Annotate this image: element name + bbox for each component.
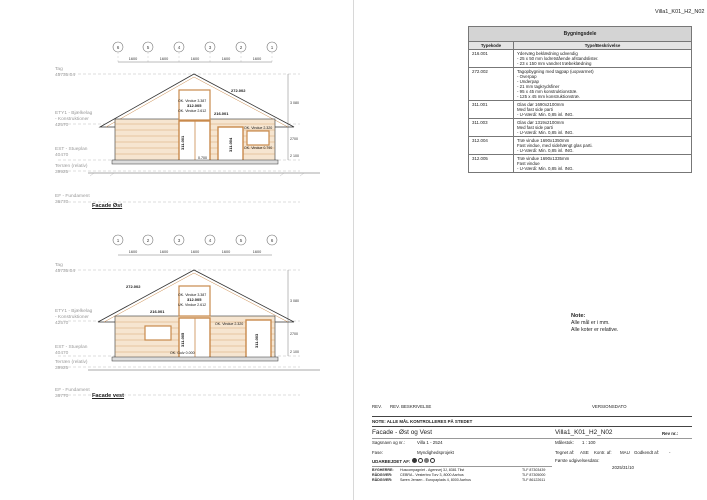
dimension: 2700	[290, 332, 298, 336]
description-line: - 95 x 45 mm konstruktionstræ.	[517, 89, 578, 94]
note-line: Alle mål er i mm.	[571, 320, 610, 326]
description-line: Ydervæg beklædning udvendig	[517, 51, 578, 56]
rev-desc-label: REV. BESKRIVELSE	[390, 404, 432, 409]
description-line: - U-Værdi: Min. 0,85 inl. ING.	[517, 148, 574, 153]
component-row	[469, 68, 692, 101]
case-value: Villa 1 - 2524	[417, 440, 443, 445]
level-est-west: EST - Stueplan 40470	[55, 345, 88, 356]
components-title: Bygningsdele	[469, 27, 692, 42]
tag-window: OK. Vindue 0.790	[244, 146, 273, 150]
facade-west-drawing	[0, 230, 353, 400]
party-tlf: TLF 87305000	[522, 473, 546, 477]
description-line: Glas dør 1690x2100mm	[517, 102, 565, 107]
component-row	[469, 50, 692, 68]
grid-label: 2	[146, 238, 150, 243]
description-line: Fast vindue	[517, 161, 540, 166]
level-terrain-west: Terræn (relativ) 39925	[55, 360, 88, 371]
rev-label: REV.	[372, 404, 382, 409]
grid-label: 1	[116, 238, 120, 243]
grid-label: 2	[239, 45, 243, 50]
grid-label: 4	[177, 45, 181, 50]
drawing-number: Villa1_K01_H2_N02	[555, 429, 613, 436]
tag-roof: 272.002	[231, 88, 246, 93]
grid-label: 3	[208, 45, 212, 50]
sheet-id: Villa1_K01_H2_N02	[655, 9, 705, 15]
tag-door: 311.003	[254, 333, 259, 348]
tag-window: OK. Vindue 3.387	[178, 99, 207, 103]
window-east	[247, 131, 269, 145]
component-code: 311.003	[469, 119, 514, 137]
dimension: 1600	[190, 250, 200, 254]
tag-roof: 272.002	[126, 284, 141, 289]
grid-label: 1	[270, 45, 274, 50]
site-warning: NOTE: ALLE MÅL KONTROLLERES PÅ STEDET	[372, 419, 473, 424]
tag-window-code: 312.005	[187, 103, 202, 108]
dimension: 2 100	[290, 154, 299, 158]
grid-markers-west	[113, 235, 277, 245]
dimension: 3 080	[290, 299, 299, 303]
party-row	[372, 478, 552, 483]
party-role: RÅDGIVER:	[372, 478, 393, 482]
grid-label: 6	[116, 45, 120, 50]
component-row	[469, 137, 692, 155]
description-line: Med fast side parti	[517, 107, 553, 112]
description-line: - 23 x 150 mm vandret træbeklædning	[517, 61, 592, 66]
party-role: BYGHERRE:	[372, 468, 394, 472]
phase-value: Myndighedsprojekt	[417, 450, 454, 455]
description-line: - U-Værdi: Min. 0,85 inl. ING.	[517, 166, 574, 171]
tag-door: 311.001	[180, 135, 185, 150]
dimension: 1600	[159, 250, 169, 254]
tag-floor: OK. Gulv 0.000	[170, 351, 195, 355]
component-description	[514, 137, 692, 155]
party-tlf: TLF 86122611	[522, 478, 546, 482]
party-tlf: TLF 87303439	[522, 468, 546, 472]
component-description	[514, 119, 692, 137]
parties-list	[372, 468, 552, 483]
grid-label: 5	[146, 45, 150, 50]
tag-window: OK. Vindue 2.320	[215, 322, 244, 326]
general-note	[571, 313, 618, 334]
level-ef-west: EF - Fundament 36770	[55, 388, 90, 399]
tag-window: OK. Vindue 2.320	[244, 126, 273, 130]
dimension: 1600	[221, 250, 231, 254]
approved-label: Godkendt af:	[634, 450, 660, 455]
description-line: Fast vindue, med sidehængt glas parti.	[517, 143, 593, 148]
component-description	[514, 155, 692, 173]
dimension: 3 080	[290, 101, 299, 105]
party-text: CEBRA - Vesterbro Torv 3, 8000 Aarhus	[400, 473, 464, 477]
party-role: RÅDGIVER:	[372, 473, 393, 477]
description-line: - Overpap	[517, 74, 537, 79]
description-line: - Underpap	[517, 79, 539, 84]
rev-nr-label: Rev nr.:	[662, 431, 679, 436]
grid-label: 3	[177, 238, 181, 243]
checked-label: Kontr. af:	[594, 450, 612, 455]
column-header-code: Typekode	[469, 42, 514, 50]
issue-date-label: Første udgivelsesdato:	[555, 458, 600, 463]
dimension: 2700	[290, 137, 298, 141]
component-code: 272.002	[469, 68, 514, 101]
sheet-fold-divider	[353, 0, 354, 500]
dimension: 1600	[252, 57, 262, 61]
components-table	[468, 26, 692, 173]
checked-value: MAU	[620, 450, 630, 455]
drawn-label: Tegnet af:	[555, 450, 575, 455]
tag-wall: 216.001	[150, 309, 165, 314]
facade-east-title: Facade Øst	[92, 203, 123, 209]
column-header-description: Type/Beskrivelse	[514, 42, 692, 50]
component-code: 312.004	[469, 137, 514, 155]
description-line: - 25 x 50 mm lodretstående afstandslister.	[517, 56, 599, 61]
note-line: Alle koter er relative.	[571, 327, 619, 333]
version-date-label: VERSIONSDATO	[592, 404, 627, 409]
level-est-east: EST - Stueplan 40470	[55, 147, 88, 158]
tag-floor: 0.700	[198, 156, 207, 160]
dimension: 1600	[252, 250, 262, 254]
grid-label: 5	[239, 238, 243, 243]
component-code: 216.001	[469, 50, 514, 68]
tag-wall: 216.001	[214, 111, 229, 116]
title-block	[372, 416, 692, 490]
level-terrain-east: Terræn (relativ) 39925	[55, 164, 88, 175]
issue-date-value: 2025/31/10	[612, 465, 634, 470]
grid-label: 6	[270, 238, 274, 243]
dimension: 1600	[128, 57, 138, 61]
tag-door: 311.004	[228, 137, 233, 152]
component-row	[469, 155, 692, 173]
scale-label: Målestok:	[555, 440, 574, 445]
party-text: Søren Jensen - Europaplads 4, 8000 Aarhus	[400, 478, 471, 482]
level-ety1-east: ETY1 - Bjælkelag - Konstruktioner 42570	[55, 111, 93, 128]
party-text: Huscompagniet - Agersvej 3J, 8381 Tilst	[400, 468, 465, 472]
description-line: Træ vindue 1690x1350mm	[517, 138, 570, 143]
component-description	[514, 68, 692, 101]
level-ety1-west: ETY1 - Bjælkelag - Konstruktioner 42570	[55, 309, 93, 326]
description-line: Glas dør 1319x2100mm	[517, 120, 565, 125]
component-code: 311.001	[469, 101, 514, 119]
dimension: 1600	[128, 250, 138, 254]
tag-window: UK. Vindue 2.612	[178, 303, 207, 307]
description-line: - U-Værdi: Min. 0,85 inl. ING.	[517, 112, 574, 117]
window-west	[145, 326, 171, 340]
prepared-by-logos	[412, 458, 435, 464]
tag-window: OK. Vindue 2.612	[178, 109, 207, 113]
component-description	[514, 50, 692, 68]
note-title: Note:	[571, 313, 586, 319]
component-code: 312.005	[469, 155, 514, 173]
facade-east-drawing	[0, 0, 353, 215]
scale-value: 1 : 100	[582, 440, 596, 445]
grid-markers-east	[113, 42, 277, 52]
case-label: Sagsnavn og nr.:	[372, 440, 405, 445]
facade-west-title: Facade vest	[92, 393, 125, 399]
dimension: 1600	[190, 57, 200, 61]
approved-value: -	[669, 450, 671, 455]
phase-label: Fase:	[372, 450, 383, 455]
description-line: Tagopbygning med tagpap (uopvarmet)	[517, 69, 594, 74]
grid-label: 4	[208, 238, 212, 243]
level-ef-east: EF - Fundament 36770	[55, 194, 90, 205]
description-line: - 21 mm tagkrydsfiner	[517, 84, 560, 89]
component-description	[514, 101, 692, 119]
tag-window: OK. Vindue 3.387	[178, 293, 207, 297]
component-row	[469, 101, 692, 119]
description-line: - 125 x 45 mm konstruktionstræ.	[517, 94, 580, 99]
tag-door: 311.005	[180, 332, 185, 347]
component-row	[469, 119, 692, 137]
description-line: - U-Værdi: Min. 0,85 inl. ING.	[517, 130, 574, 135]
level-tag-east: Tag 45735.04	[55, 67, 76, 78]
drawing-title: Facade - Øst og Vest	[372, 429, 433, 436]
description-line: Med fast side parti	[517, 125, 553, 130]
dimension: 1600	[159, 57, 169, 61]
prepared-by-label: UDARBEJDET AF:	[372, 459, 411, 464]
description-line: Træ vindue 1690x1335mm	[517, 156, 570, 161]
dimension: 2 100	[290, 350, 299, 354]
drawn-value: ASE	[580, 450, 589, 455]
dimension: 1600	[221, 57, 231, 61]
tag-window-code: 312.005	[187, 297, 202, 302]
level-tag-west: Tag 45735.04	[55, 263, 76, 274]
